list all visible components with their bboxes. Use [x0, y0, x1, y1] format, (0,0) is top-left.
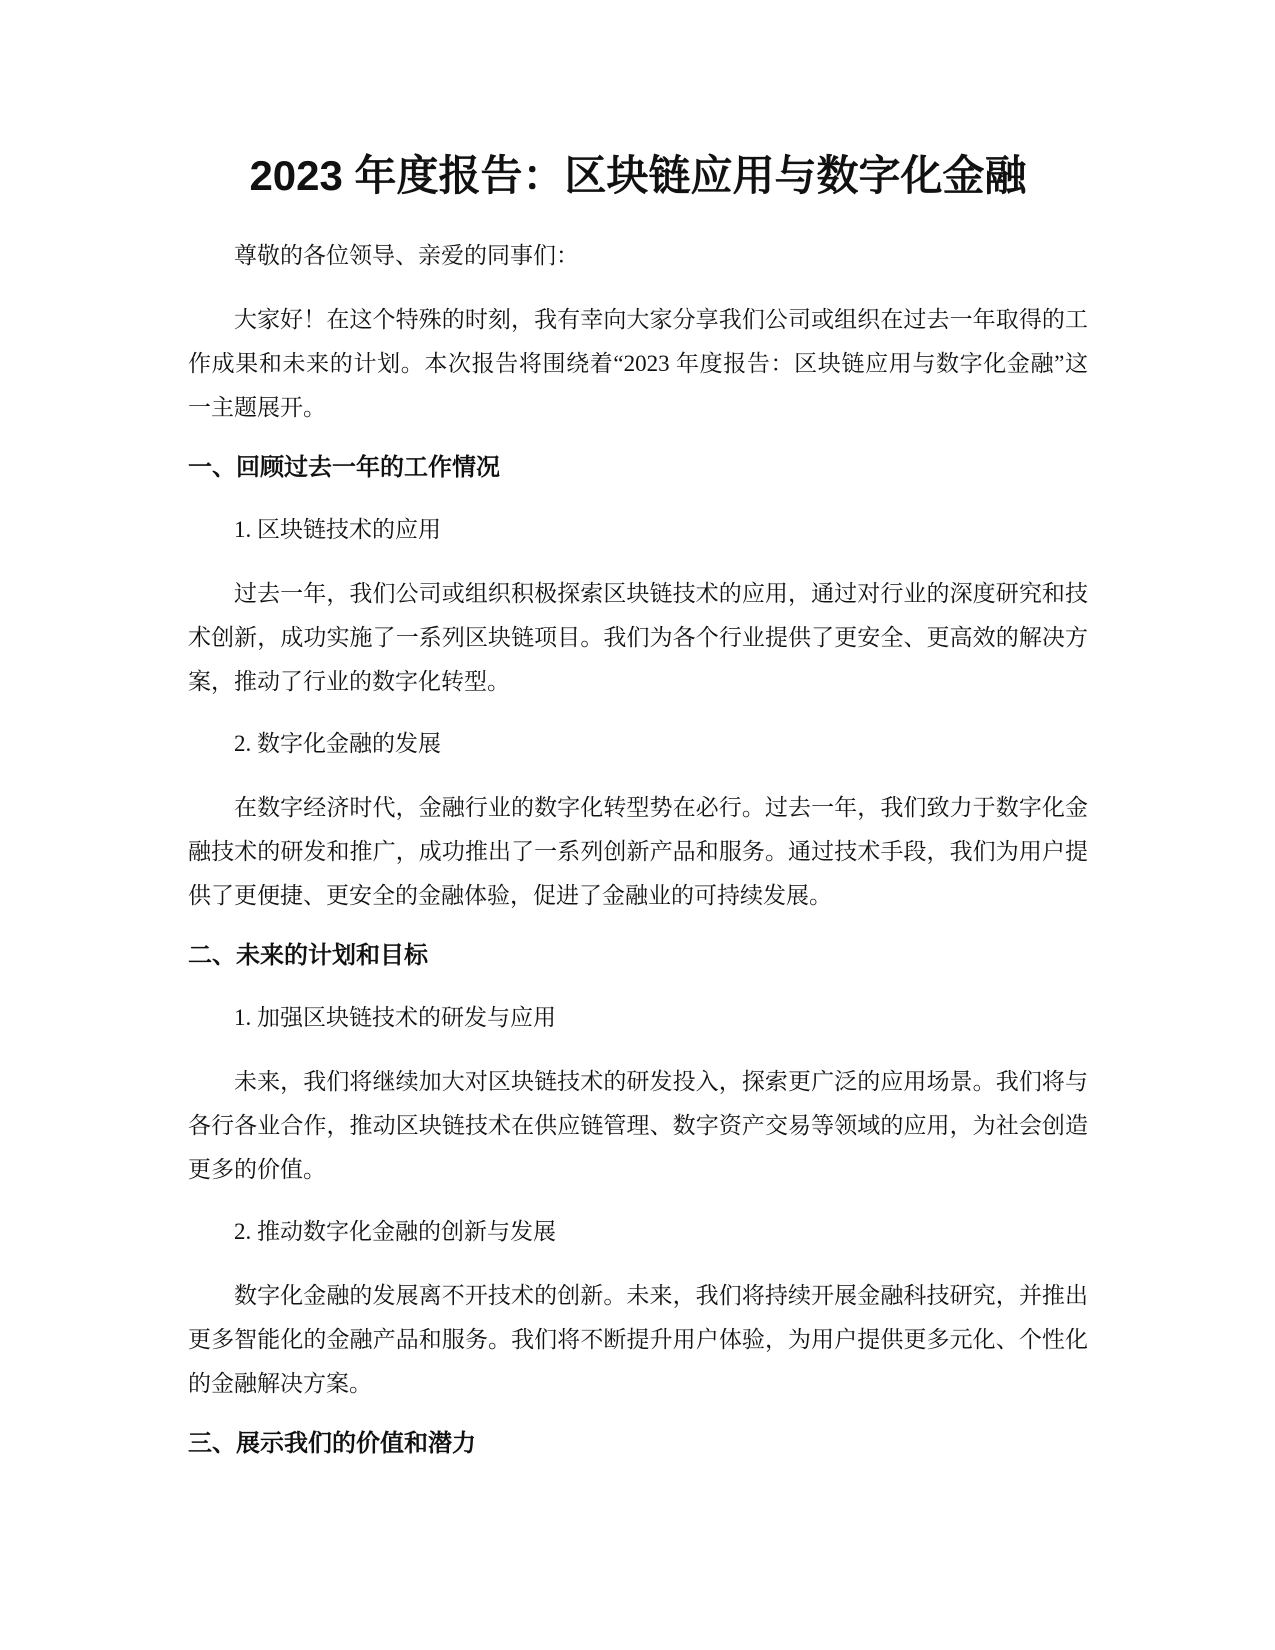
section-heading-value-potential: 三、展示我们的价值和潜力	[188, 1430, 476, 1457]
subheading-strengthen-blockchain: 1. 加强区块链技术的研发与应用	[234, 1005, 556, 1030]
section-heading-review: 一、回顾过去一年的工作情况	[188, 454, 500, 481]
paragraph-blockchain-application: 过去一年，我们公司或组织积极探索区块链技术的应用，通过对行业的深度研究和技术创新，成功实施了一系列区块链项目。我们为各个行业提供了更安全、更高效的解决方案，推动了行业的数字化转型。	[188, 581, 1088, 694]
paragraph-strengthen-blockchain: 未来，我们将继续加大对区块链技术的研发投入，探索更广泛的应用场景。我们将与各行各业合作，推动区块链技术在供应链管理、数字资产交易等领域的应用，为社会创造更多的价值。	[188, 1069, 1088, 1182]
intro-paragraph: 大家好！在这个特殊的时刻，我有幸向大家分享我们公司或组织在过去一年取得的工作成果和未来的计划。本次报告将围绕着“2023 年度报告：区块链应用与数字化金融”这一主题展开。	[188, 307, 1088, 420]
subheading-promote-digital-finance: 2. 推动数字化金融的创新与发展	[234, 1219, 556, 1244]
section-heading-future-plans: 二、未来的计划和目标	[188, 942, 428, 969]
document-title: 2023 年度报告：区块链应用与数字化金融	[249, 152, 1027, 199]
greeting-paragraph: 尊敬的各位领导、亲爱的同事们：	[234, 243, 579, 268]
paragraph-digital-finance-development: 在数字经济时代，金融行业的数字化转型势在必行。过去一年，我们致力于数字化金融技术的研发和推广，成功推出了一系列创新产品和服务。通过技术手段，我们为用户提供了更便捷、更安全的金融体验，促进了金融业的可持续发展。	[188, 795, 1088, 908]
paragraph-promote-digital-finance: 数字化金融的发展离不开技术的创新。未来，我们将持续开展金融科技研究，并推出更多智能化的金融产品和服务。我们将不断提升用户体验，为用户提供更多元化、个性化的金融解决方案。	[188, 1283, 1088, 1396]
subheading-blockchain-application: 1. 区块链技术的应用	[234, 517, 441, 542]
subheading-digital-finance-development: 2. 数字化金融的发展	[234, 731, 441, 756]
document-content	[188, 148, 1088, 1486]
